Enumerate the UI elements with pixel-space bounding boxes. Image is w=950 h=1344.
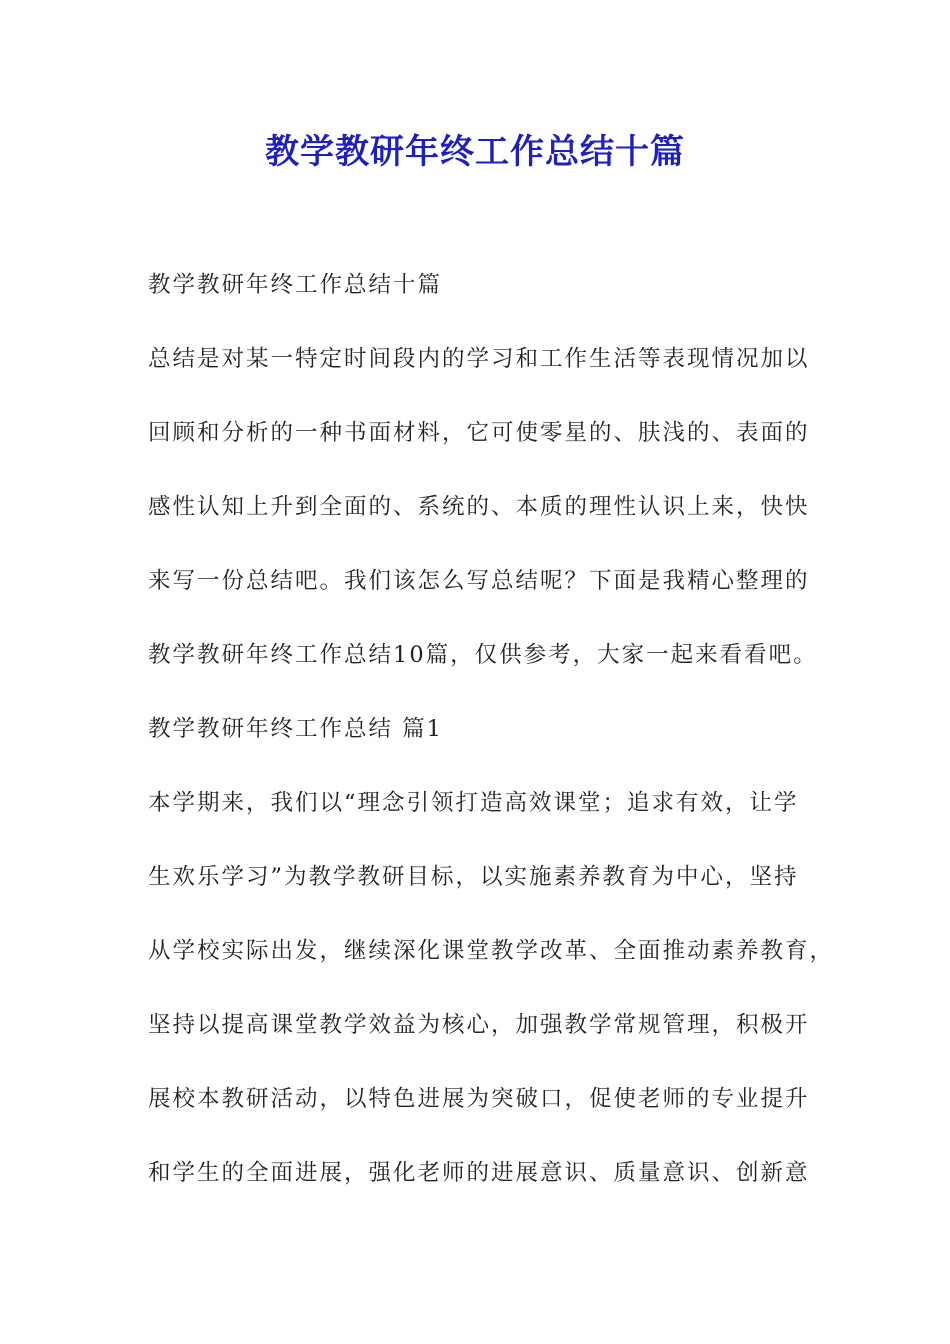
section-heading: 教学教研年终工作总结 篇1	[148, 716, 443, 742]
paragraph-line: 本学期来，我们以“理念引领打造高效课堂；追求有效，让学	[148, 790, 799, 816]
paragraph-line: 感性认知上升到全面的、系统的、本质的理性认识上来，快快	[148, 494, 810, 520]
paragraph-line: 坚持以提高课堂教学效益为核心，加强教学常规管理，积极开	[148, 1012, 810, 1038]
subtitle-line: 教学教研年终工作总结十篇	[148, 272, 443, 298]
paragraph-line: 展校本教研活动，以特色进展为突破口，促使老师的专业提升	[148, 1086, 810, 1112]
paragraph-line: 生欢乐学习”为教学教研目标，以实施素养教育为中心，坚持	[148, 864, 799, 890]
paragraph-line: 从学校实际出发，继续深化课堂教学改革、全面推动素养教育，	[148, 938, 835, 964]
paragraph-line: 和学生的全面进展，强化老师的进展意识、质量意识、创新意	[148, 1160, 810, 1186]
paragraph-line: 教学教研年终工作总结10篇，仅供参考，大家一起来看看吧。	[148, 642, 818, 668]
paragraph-line: 回顾和分析的一种书面材料，它可使零星的、肤浅的、表面的	[148, 420, 810, 446]
paragraph-line: 总结是对某一特定时间段内的学习和工作生活等表现情况加以	[148, 346, 810, 372]
document-title: 教学教研年终工作总结十篇	[265, 132, 685, 172]
document-body	[148, 264, 835, 1226]
paragraph-line: 来写一份总结吧。我们该怎么写总结呢？下面是我精心整理的	[148, 568, 810, 594]
